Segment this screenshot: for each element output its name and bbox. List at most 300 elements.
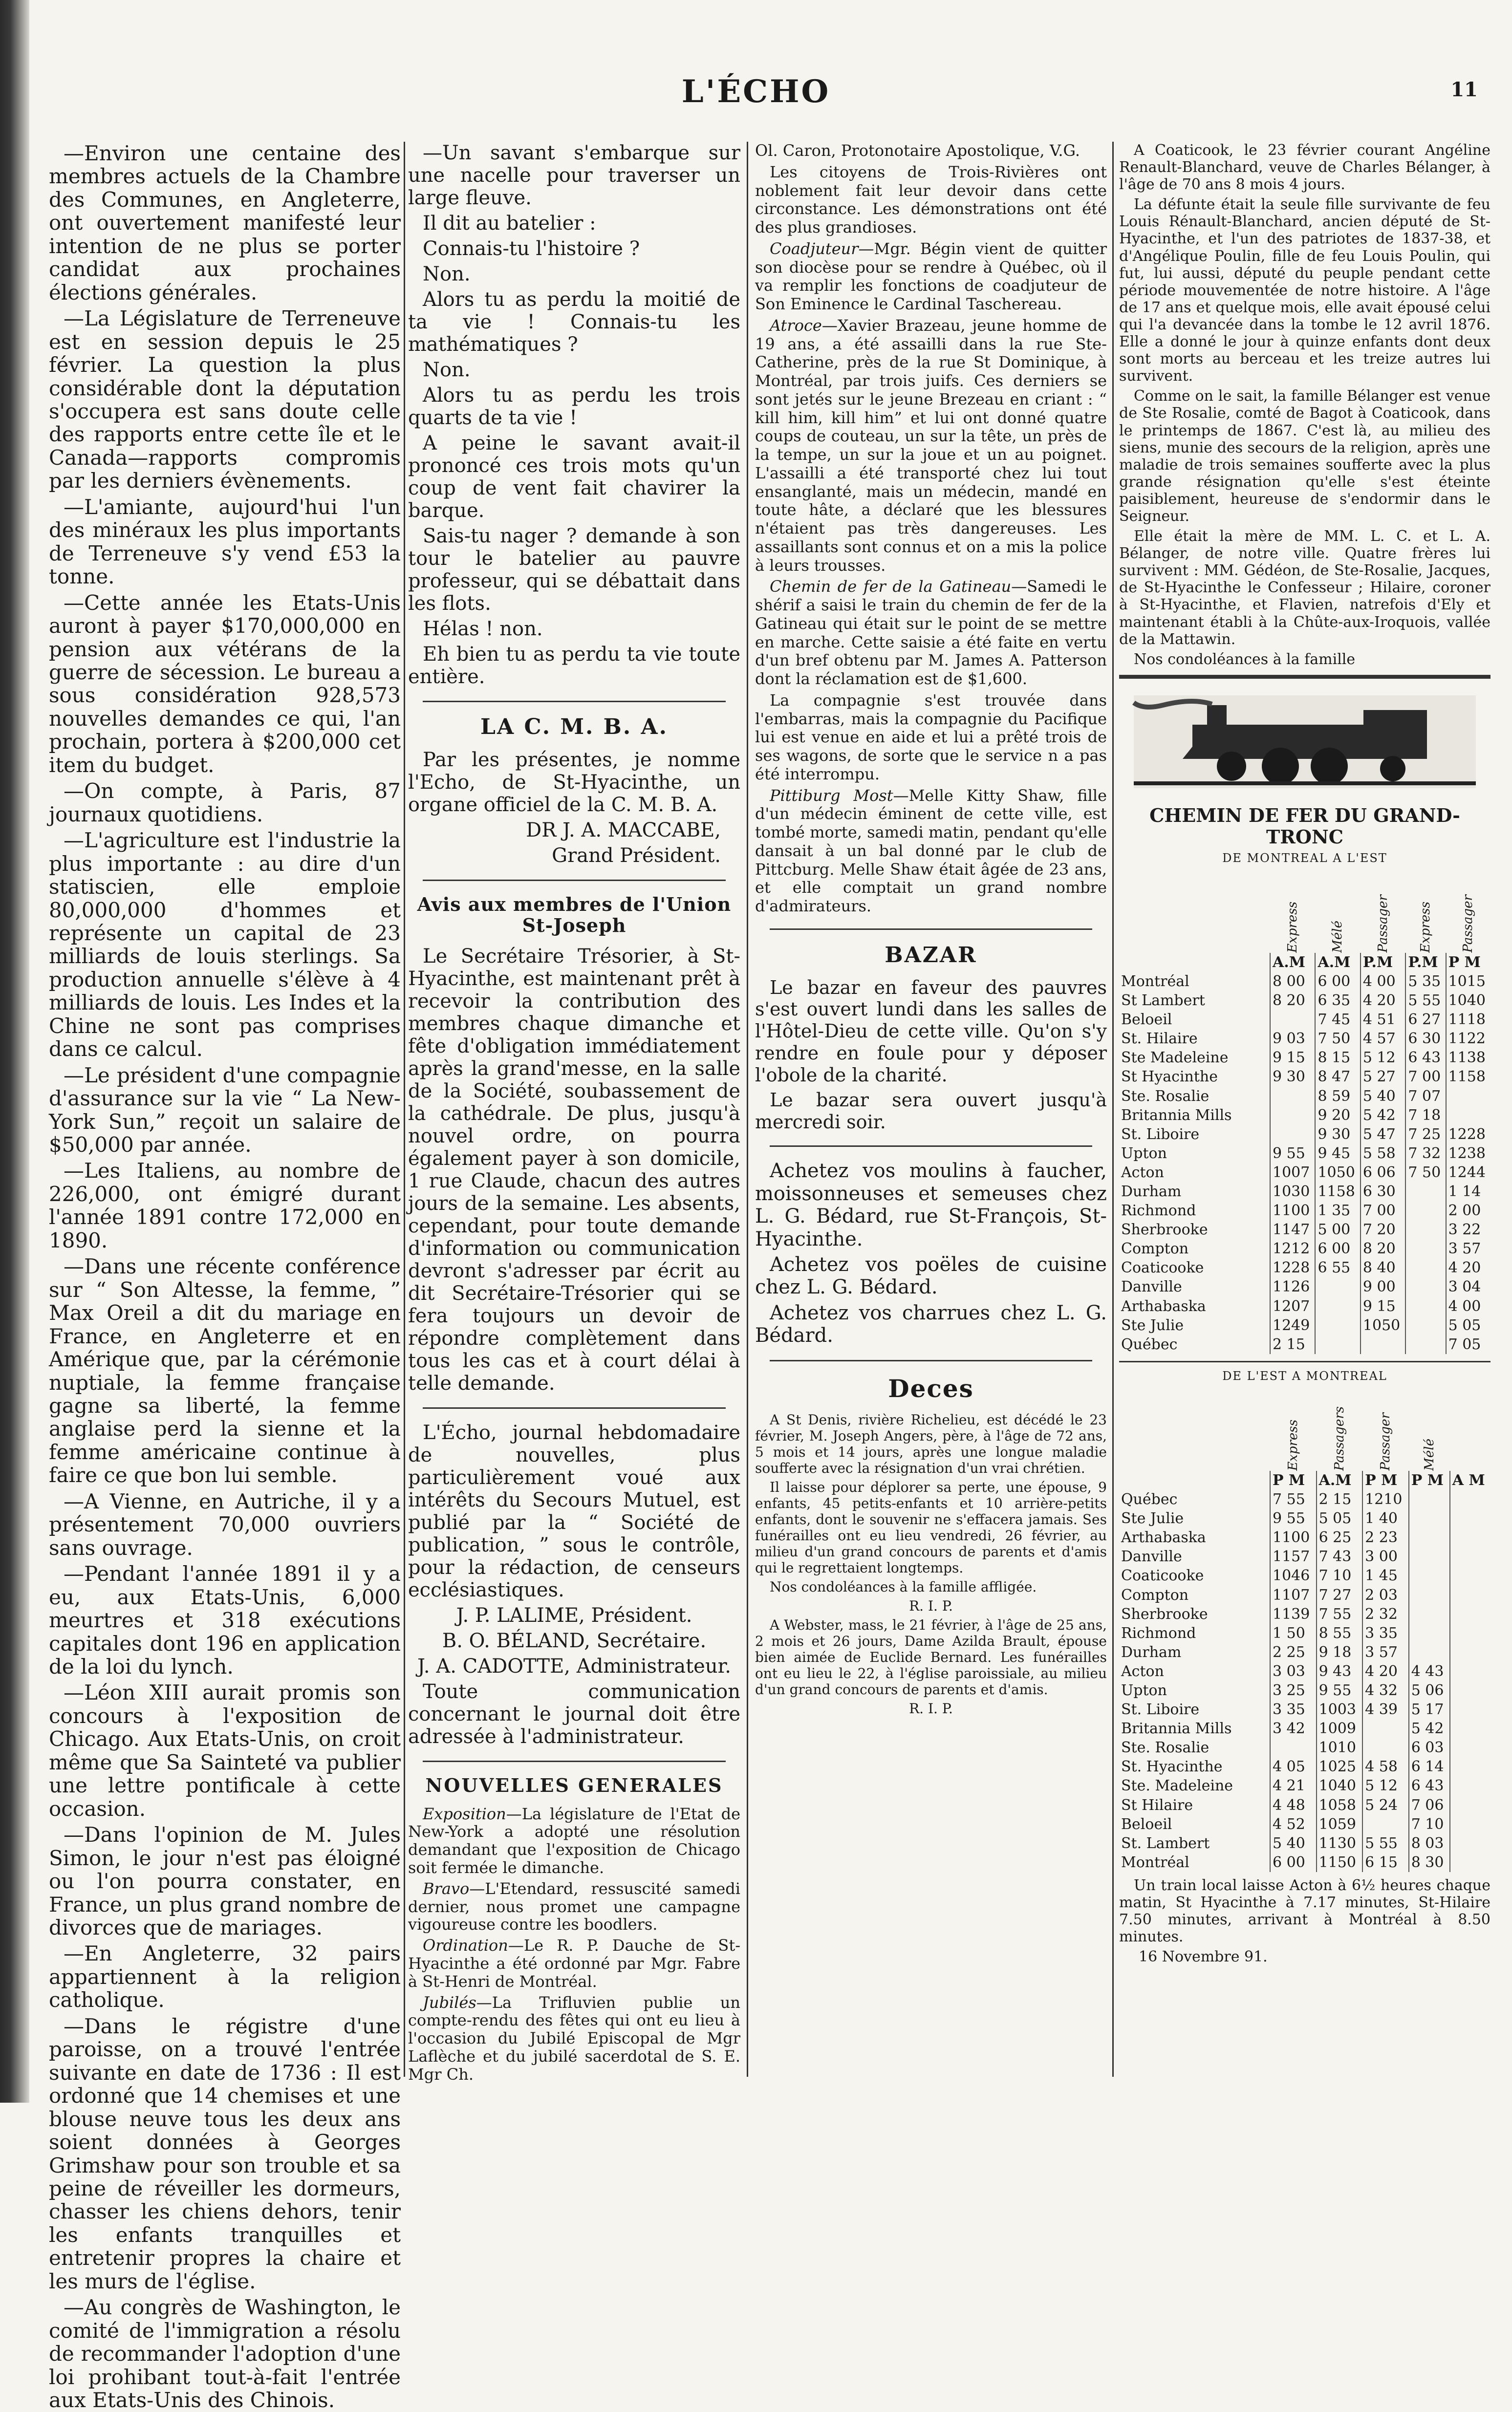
news-text: —Xavier Brazeau, jeune homme de 19 ans, a été assailli dans la rue Ste-Catherine, près de la rue St Dominique, à Montréal, par trois juifs. Ces derniers se sont jetés sur le jeune Brezeau en criant : “ kill him, kill him” et lui ont donné quatre coups de couteau, un sur la tête, un près de la tempe, un sur la joue et un au poignet. L'assailli a été transporté chez lui tout ensanglanté, mais un médecin, mandé en toute hâte, a déclaré que les blessures n'étaient pas très dangereuses. Les assaillants sont connus et on a mis la police à leurs trousses. (755, 316, 1107, 575)
time-period: P.M (1361, 953, 1405, 972)
departure-time: 1228 (1270, 1258, 1315, 1277)
departure-time: 3 42 (1270, 1719, 1317, 1738)
departure-time (1270, 1125, 1315, 1144)
departure-time: 1040 (1446, 991, 1490, 1010)
time-period: P M (1362, 1471, 1409, 1490)
cmba-signature: DR J. A. MACCABE, (526, 818, 721, 841)
departure-time (1450, 1509, 1490, 1528)
station-name: Arthabaska (1121, 1297, 1206, 1315)
table-row (1119, 1239, 1490, 1258)
news-item: —A Vienne, en Autriche, il y a présentement 70,000 ouvriers sans ouvrage. (49, 1489, 401, 1560)
departure-time: 8 20 (1361, 1239, 1405, 1258)
news-label: Jubilés (423, 1993, 476, 2012)
station-header (1119, 1388, 1270, 1471)
departure-time: 9 18 (1317, 1643, 1363, 1662)
obituary-text: A St Denis, rivière Richelieu, est décédé le 23 février, M. Joseph Angers, père, à l'âge de 72 ans, 5 mois et 14 jours, après une longue maladie soufferte avec la résignation d'un vrai chrétien. (755, 1411, 1107, 1476)
station-name: Sherbrooke (1121, 1605, 1208, 1623)
table-row (1119, 1163, 1490, 1182)
station-name: St. Hyacinthe (1121, 1758, 1223, 1776)
station-name: Québec (1121, 1335, 1178, 1353)
anecdote-line: —Un savant s'embarque sur une nacelle pour traverser un large fleuve. (408, 142, 740, 209)
table-row (1119, 1834, 1490, 1853)
departure-time: 1059 (1317, 1815, 1363, 1834)
departure-time: 8 00 (1270, 972, 1315, 991)
news-label: Pittiburg Most (770, 786, 893, 805)
departure-time (1450, 1757, 1490, 1776)
departure-time: 6 30 (1405, 1029, 1446, 1048)
news-item: —L'amiante, aujourd'hui l'un des minéraux les plus importants de Terreneuve s'y vend £53 la tonne. (49, 495, 401, 589)
departure-time: 6 00 (1270, 1853, 1317, 1872)
table-row (1119, 1490, 1490, 1509)
obituary-text: La défunte était la seule fille survivante de feu Louis Rénault-Blanchard, ancien député de St-Hyacinthe, et l'un des patriotes de 1837-38, et d'Angélique Poulin, fille de feu Louis Poulin, qui fut, lui aussi, député du peuple pendant cette période mouvementée de notre histoire. A l'âge de 17 ans et quelque mois, elle avait épousé celui qui l'a devancée dans la tombe le 12 avril 1876. Elle a donné le jour à quinze enfants dont deux sont morts au berceau et les treize autres lui survivent. (1119, 196, 1490, 385)
page-edge-shadow (0, 0, 29, 2103)
departure-time: 1007 (1270, 1163, 1315, 1182)
station-name: Beloeil (1121, 1815, 1172, 1833)
departure-time: 7 55 (1317, 1605, 1363, 1624)
departure-time: 1 50 (1270, 1624, 1317, 1643)
departure-time (1450, 1815, 1490, 1834)
departure-time (1409, 1547, 1450, 1566)
staff-administrator: J. A. CADOTTE, Administrateur. (417, 1655, 732, 1678)
departure-time: 5 06 (1409, 1681, 1450, 1700)
station-name: Ste. Rosalie (1121, 1739, 1210, 1757)
departure-time: 8 40 (1361, 1258, 1405, 1277)
table-row (1119, 1643, 1490, 1662)
departure-time: 1238 (1446, 1144, 1490, 1163)
station-name: Compton (1121, 1240, 1189, 1258)
departure-time: 4 58 (1362, 1757, 1409, 1776)
departure-time: 8 15 (1315, 1048, 1360, 1067)
departure-time: 3 00 (1362, 1547, 1409, 1566)
divider (770, 1360, 1092, 1361)
table-row (1119, 1757, 1490, 1776)
news-item (408, 1805, 740, 1877)
time-period: P M (1409, 1471, 1450, 1490)
table-row (1119, 972, 1490, 991)
station-name: Acton (1121, 1662, 1164, 1680)
departure-time (1409, 1586, 1450, 1605)
departure-time: 1100 (1270, 1528, 1317, 1547)
departure-time: 1207 (1270, 1297, 1315, 1316)
divider (423, 1761, 726, 1762)
anecdote-line: Alors tu as perdu la moitié de ta vie ! Connais-tu les mathématiques ? (408, 288, 740, 356)
locomotive-illustration (1124, 695, 1486, 788)
table-row (1119, 1700, 1490, 1719)
departure-time (1270, 1087, 1315, 1106)
avis-heading: Avis aux membres de l'Union St-Joseph (417, 893, 732, 937)
departure-time: 1212 (1270, 1239, 1315, 1258)
departure-time: 1009 (1317, 1719, 1363, 1738)
anecdote-line: A peine le savant avait-il prononcé ces trois mots qu'un coup de vent fait chavirer la barque. (408, 432, 740, 522)
masthead: L'ÉCHO (681, 73, 831, 110)
column-rule (1112, 142, 1114, 2077)
departure-time (1450, 1547, 1490, 1566)
news-item (755, 578, 1107, 689)
column-header: Passager (1375, 895, 1390, 953)
departure-time: 2 32 (1362, 1605, 1409, 1624)
obituary-text: Comme on le sait, la famille Bélanger est venue de Ste Rosalie, comté de Bagot à Coaticook, dans le printemps de 1867. C'est là, au milieu des siens, munie des secours de la religion, après une maladie de trois semaines soufferte avec la plus grande résignation qu'elle s'est éteinte paisiblement, heureuse de s'endormir dans le Seigneur. (1119, 388, 1490, 525)
departure-time: 7 05 (1446, 1335, 1490, 1354)
avis-text: Le Secrétaire Trésorier, à St-Hyacinthe, est maintenant prêt à recevoir la contribution des membres chaque dimanche et fête d'obligation immédiatement après la grand'messe, en la salle de la Société, soubassement de la cathédrale. De plus, jusqu'à nouvel ordre, on pourra également payer à son domicile, 1 rue Claude, chacun des autres jours de la semaine. Les absents, cependant, pour toute demande d'information ou communication devront s'adresser par écrit au dit Secrétaire-Trésorier qui se fera toujours un devoir de répondre complètement dans tous les cas et à court délai à telle demande. (408, 945, 740, 1395)
obituary-text: A Coaticook, le 23 février courant Angéline Renault-Blanchard, veuve de Charles Bélanger, à l'âge de 70 ans 8 mois 4 jours. (1119, 142, 1490, 194)
departure-time: 1130 (1317, 1834, 1363, 1853)
departure-time: 2 15 (1317, 1490, 1363, 1509)
departure-time: 4 48 (1270, 1796, 1317, 1815)
departure-time: 5 35 (1405, 972, 1446, 991)
departure-time (1405, 1335, 1446, 1354)
bazar-text: Le bazar sera ouvert jusqu'à mercredi soir. (755, 1089, 1107, 1133)
ad-text: Achetez vos charrues chez L. G. Bédard. (755, 1301, 1107, 1347)
departure-time: 7 55 (1270, 1490, 1317, 1509)
table-row (1119, 1853, 1490, 1872)
departure-time (1409, 1490, 1450, 1509)
departure-time: 6 15 (1362, 1853, 1409, 1872)
column-header: Mélé (1330, 921, 1345, 953)
departure-time: 6 25 (1317, 1528, 1363, 1547)
departure-time: 4 39 (1362, 1700, 1409, 1719)
departure-time (1450, 1624, 1490, 1643)
departure-time: 5 58 (1361, 1144, 1405, 1163)
departure-time: 1025 (1317, 1757, 1363, 1776)
departure-time: 2 15 (1270, 1335, 1315, 1354)
station-name: Montréal (1121, 972, 1189, 990)
timetable-subheader (1119, 1471, 1490, 1490)
column-header: Express (1286, 1420, 1301, 1471)
departure-time (1405, 1201, 1446, 1220)
station-name: Richmond (1121, 1202, 1196, 1220)
departure-time: 3 35 (1270, 1700, 1317, 1719)
intro-line: Les citoyens de Trois-Rivières ont noblement fait leur devoir dans cette circonstance. Les démonstrations ont été des plus grandioses. (755, 162, 1107, 237)
table-row (1119, 1335, 1490, 1354)
departure-time: 3 57 (1446, 1239, 1490, 1258)
table-row (1119, 1586, 1490, 1605)
station-name: St Hyacinthe (1121, 1068, 1218, 1086)
departure-time: 1107 (1270, 1586, 1317, 1605)
departure-time (1450, 1738, 1490, 1757)
departure-time: 9 43 (1317, 1662, 1363, 1681)
news-label: Exposition (423, 1804, 506, 1823)
echo-notice: L'Écho, journal hebdomadaire de nouvelles, plus particulièrement voué aux intérêts du Secours Mutuel, est publié par la “ Société de publication, ” sous le contrôle, pour la rédaction, de censeurs ecclésiastiques. (408, 1421, 740, 1601)
departure-time: 5 05 (1446, 1316, 1490, 1335)
departure-time: 7 27 (1317, 1586, 1363, 1605)
column-header: Mélé (1422, 1439, 1437, 1471)
station-name: Ste Madeleine (1121, 1049, 1229, 1067)
departure-time: 5 55 (1362, 1834, 1409, 1853)
departure-time (1362, 1738, 1409, 1757)
departure-time (1409, 1605, 1450, 1624)
time-period: A.M (1317, 1471, 1363, 1490)
news-item: —Le président d'une compagnie d'assurance sur la vie “ La New-York Sun,” reçoit un salaire de $50,000 par année. (49, 1063, 401, 1157)
news-label: Coadjuteur (770, 239, 859, 258)
column-4 (1119, 142, 1490, 2091)
anecdote-line: Hélas ! non. (423, 618, 543, 640)
table-row (1119, 991, 1490, 1010)
news-item (755, 787, 1107, 916)
news-text: —Melle Kitty Shaw, fille d'un médecin éminent de cette ville, est tombé morte, samedi matin, pendant qu'elle dansait à un bal donné par le club de Pittcburg. Melle Shaw était âgée de 23 ans, et elle comptait un grand nombre d'admirateurs. (755, 786, 1107, 915)
news-label: Bravo (423, 1879, 470, 1898)
deces-heading: Deces (888, 1374, 974, 1403)
departure-time (1409, 1528, 1450, 1547)
station-name: Ste Julie (1121, 1316, 1184, 1334)
table-row (1119, 1738, 1490, 1757)
departure-time: 5 12 (1362, 1776, 1409, 1795)
departure-time: 1150 (1317, 1853, 1363, 1872)
table-row (1119, 1719, 1490, 1738)
station-name: Acton (1121, 1163, 1164, 1181)
news-item: —La Législature de Terreneuve est en session depuis le 25 février. La question la plus considérable dont la députation s'occupera est sans doute celle des rapports entre cette île et le Canada—rapports compromis par les derniers évènements. (49, 306, 401, 493)
departure-time: 6 00 (1315, 1239, 1360, 1258)
departure-time (1405, 1182, 1446, 1201)
departure-time: 4 21 (1270, 1776, 1317, 1795)
departure-time: 7 50 (1405, 1163, 1446, 1182)
departure-time: 4 00 (1361, 972, 1405, 991)
news-text: —Le R. P. Dauche de St-Hyacinthe a été ordonné par Mgr. Fabre à St-Henri de Montréal. (408, 1936, 740, 1991)
table-row (1119, 1316, 1490, 1335)
station-name: Compton (1121, 1586, 1189, 1604)
departure-time (1450, 1681, 1490, 1700)
departure-time: 9 15 (1270, 1048, 1315, 1067)
departure-time: 1040 (1317, 1776, 1363, 1795)
departure-time: 8 59 (1315, 1087, 1360, 1106)
departure-time (1446, 1106, 1490, 1125)
departure-time: 6 00 (1315, 972, 1360, 991)
news-item: —Cette année les Etats-Unis auront à payer $170,000,000 en pension aux vétérans de la guerre de sécession. Le bureau a sous considération 928,573 nouvelles demandes ce qui, l'an prochain, portera à $200,000 cet item du budget. (49, 590, 401, 777)
echo-note: Toute communication concernant le journal doit être adressée à l'administrateur. (408, 1680, 740, 1748)
column-rule (747, 142, 748, 2077)
departure-time: 6 43 (1405, 1048, 1446, 1067)
anecdote-line: Sais-tu nager ? demande à son tour le batelier au pauvre professeur, qui se débattait dans les flots. (408, 525, 740, 615)
station-name: Upton (1121, 1681, 1167, 1699)
departure-time: 1157 (1270, 1547, 1317, 1566)
departure-time: 2 25 (1270, 1643, 1317, 1662)
divider (423, 1407, 726, 1409)
cmba-heading: LA C. M. B. A. (480, 714, 668, 739)
departure-time: 2 03 (1362, 1586, 1409, 1605)
time-period: A M (1450, 1471, 1490, 1490)
departure-time: 5 47 (1361, 1125, 1405, 1144)
table-row (1119, 1815, 1490, 1834)
page-number: 11 (1450, 78, 1478, 101)
departure-time: 4 43 (1409, 1662, 1450, 1681)
table-row (1119, 1220, 1490, 1239)
departure-time: 3 04 (1446, 1277, 1490, 1296)
column-rule (404, 142, 405, 2077)
departure-time (1405, 1316, 1446, 1335)
departure-time: 6 14 (1409, 1757, 1450, 1776)
column-1 (49, 141, 401, 2412)
news-item (755, 317, 1107, 575)
departure-time (1405, 1220, 1446, 1239)
table-row (1119, 1681, 1490, 1700)
departure-time (1450, 1853, 1490, 1872)
train-note: Un train local laisse Acton à 6½ heures chaque matin, St Hyacinthe à 7.17 minutes, St-Hilaire 7.50 minutes, arrivant à Montréal à 8.50 minutes. (1119, 1876, 1490, 1946)
departure-time (1315, 1316, 1360, 1335)
departure-time: 7 00 (1361, 1201, 1405, 1220)
obituary-text: Nos condoléances à la famille affligée. (770, 1578, 1037, 1595)
news-item: —Léon XIII aurait promis son concours à l'exposition de Chicago. Aux Etats-Unis, on croit même que Sa Sainteté va publier une lettre pontificale à cette occasion. (49, 1680, 401, 1821)
news-item (755, 691, 1107, 784)
obituary-text: Elle était la mère de MM. L. C. et L. A. Bélanger, de notre ville. Quatre frères lui survivent : MM. Gédéon, de Ste-Rosalie, Jacques, de St-Hyacinthe le Confesseur ; Hilaire, coroner à St-Hyacinthe, et Flavien, natrefois d'Ely et maintenant établi à la Chûte-aux-Iroquois, vallée de la Mattawin. (1119, 528, 1490, 648)
news-item: —En Angleterre, 32 pairs appartiennent à la religion catholique. (49, 1941, 401, 2012)
table-row (1119, 1796, 1490, 1815)
staff-secretary: B. O. BÉLAND, Secrétaire. (442, 1629, 707, 1652)
departure-time: 8 47 (1315, 1067, 1360, 1086)
table-row (1119, 1258, 1490, 1277)
station-name: Britannia Mills (1121, 1106, 1232, 1124)
news-label: Atroce (770, 316, 822, 335)
departure-time: 9 55 (1270, 1144, 1315, 1163)
departure-time (1450, 1586, 1490, 1605)
news-item: —Pendant l'année 1891 il y a eu, aux Etats-Unis, 6,000 meurtres et 318 exécutions capitales dont 196 en application de la loi du lynch. (49, 1562, 401, 1679)
departure-time (1450, 1490, 1490, 1509)
departure-time (1409, 1624, 1450, 1643)
departure-time: 5 12 (1361, 1048, 1405, 1067)
departure-time: 7 07 (1405, 1087, 1446, 1106)
departure-time: 1147 (1270, 1220, 1315, 1239)
departure-time: 3 57 (1362, 1643, 1409, 1662)
departure-time: 1126 (1270, 1277, 1315, 1296)
column-header: Passager (1461, 895, 1476, 953)
departure-time (1405, 1239, 1446, 1258)
table-row (1119, 1547, 1490, 1566)
divider (423, 880, 726, 881)
departure-time: 4 52 (1270, 1815, 1317, 1834)
departure-time: 1210 (1362, 1490, 1409, 1509)
station-name: Durham (1121, 1643, 1182, 1661)
departure-time (1361, 1335, 1405, 1354)
departure-time (1446, 1087, 1490, 1106)
news-text: —Mgr. Bégin vient de quitter son diocèse pour se rendre à Québec, où il va remplir les fonctions de coadjuteur de Son Eminence le Cardinal Taschereau. (755, 239, 1107, 313)
departure-time: 9 45 (1315, 1144, 1360, 1163)
news-text: —L'Etendard, ressuscité samedi dernier, nous promet une campagne vigoureuse contre les boodlers. (408, 1879, 740, 1934)
news-item (408, 1880, 740, 1934)
departure-time: 9 55 (1317, 1681, 1363, 1700)
departure-time: 8 55 (1317, 1624, 1363, 1643)
station-name: Québec (1121, 1491, 1178, 1508)
anecdote-line: Non. (423, 359, 471, 381)
departure-time: 7 06 (1409, 1796, 1450, 1815)
table-row (1119, 1566, 1490, 1585)
station-name: Montréal (1121, 1853, 1189, 1871)
table-row (1119, 1067, 1490, 1086)
departure-time: 9 20 (1315, 1106, 1360, 1125)
departure-time: 9 30 (1315, 1125, 1360, 1144)
table-row (1119, 1624, 1490, 1643)
departure-time: 2 23 (1362, 1528, 1409, 1547)
rip: R. I. P. (909, 1701, 953, 1717)
departure-time: 1046 (1270, 1566, 1317, 1585)
station-name: St Hilaire (1121, 1796, 1193, 1814)
departure-time: 7 43 (1317, 1547, 1363, 1566)
station-name: Ste. Madeleine (1121, 1777, 1233, 1795)
station-name: Upton (1121, 1144, 1167, 1162)
departure-time: 9 15 (1361, 1297, 1405, 1316)
table-row (1119, 1528, 1490, 1547)
news-item (408, 1994, 740, 2084)
departure-time: 1050 (1315, 1163, 1360, 1182)
station-header (1119, 870, 1270, 953)
departure-time: 7 32 (1405, 1144, 1446, 1163)
cmba-text: Par les présentes, je nomme l'Echo, de St-Hyacinthe, un organe officiel de la C. M. B. A. (408, 748, 740, 816)
departure-time (1450, 1605, 1490, 1624)
ad-text: Achetez vos moulins à faucher, moissonneuses et semeuses chez L. G. Bédard, rue St-François, St-Hyacinthe. (755, 1160, 1107, 1250)
departure-time (1450, 1834, 1490, 1853)
table-row (1119, 1125, 1490, 1144)
news-text: —La législature de l'Etat de New-York a adopté une résolution demandant que l'exposition de Chicago soit fermée le dimanche. (408, 1804, 740, 1877)
table-row (1119, 1605, 1490, 1624)
departure-time (1450, 1643, 1490, 1662)
departure-time: 5 00 (1315, 1220, 1360, 1239)
departure-time (1450, 1566, 1490, 1585)
column-2 (408, 142, 740, 2091)
departure-time: 5 42 (1409, 1719, 1450, 1738)
news-item: —Environ une centaine des membres actuels de la Chambre des Communes, en Angleterre, ont ouvertement manifesté leur intention de ne plus se porter candidat aux prochaines élections générales. (49, 141, 401, 304)
departure-time: 1050 (1361, 1316, 1405, 1335)
table-row (1119, 1201, 1490, 1220)
divider (1119, 675, 1490, 679)
departure-time: 9 03 (1270, 1029, 1315, 1048)
column-header: Express (1418, 902, 1433, 953)
advertisements (755, 1160, 1107, 1347)
departure-time: 5 27 (1361, 1067, 1405, 1086)
table-row (1119, 1662, 1490, 1681)
station-name: St. Liboire (1121, 1701, 1200, 1719)
departure-time: 9 55 (1270, 1509, 1317, 1528)
departure-time: 4 00 (1446, 1297, 1490, 1316)
station-name: Ste Julie (1121, 1510, 1184, 1528)
departure-time: 4 20 (1446, 1258, 1490, 1277)
departure-time: 4 32 (1362, 1681, 1409, 1700)
time-period: A.M (1315, 953, 1360, 972)
column-header: Passagers (1332, 1406, 1347, 1471)
departure-time: 6 35 (1315, 991, 1360, 1010)
departure-time: 1118 (1446, 1010, 1490, 1029)
bazar-heading: BAZAR (885, 942, 977, 968)
departure-time: 1010 (1317, 1738, 1363, 1757)
departure-time (1450, 1796, 1490, 1815)
railway-title: CHEMIN DE FER DU GRAND-TRONC (1149, 804, 1460, 848)
departure-time: 3 35 (1362, 1624, 1409, 1643)
departure-time: 5 24 (1362, 1796, 1409, 1815)
departure-time: 5 40 (1270, 1834, 1317, 1853)
departure-time: 1138 (1446, 1048, 1490, 1067)
news-label: Ordination (423, 1936, 508, 1955)
table-row (1119, 1144, 1490, 1163)
departure-time: 7 00 (1405, 1067, 1446, 1086)
column-header: Passager (1378, 1413, 1393, 1471)
station-name: Danville (1121, 1548, 1182, 1566)
departure-time: 3 25 (1270, 1681, 1317, 1700)
departure-time: 6 03 (1409, 1738, 1450, 1757)
rip: R. I. P. (909, 1597, 953, 1614)
departure-time: 9 30 (1270, 1067, 1315, 1086)
anecdote-line: Connais-tu l'histoire ? (423, 237, 640, 260)
timetable-date: 16 Novembre 91. (1139, 1948, 1268, 1966)
departure-time (1450, 1662, 1490, 1681)
departure-time (1270, 1106, 1315, 1125)
station-name: Arthabaska (1121, 1529, 1206, 1547)
station-name: Britannia Mills (1121, 1720, 1232, 1738)
station-name: St Lambert (1121, 992, 1205, 1010)
departure-time: 9 00 (1361, 1277, 1405, 1296)
news-item (755, 240, 1107, 314)
divider (423, 701, 726, 702)
departure-time: 1249 (1270, 1316, 1315, 1335)
departure-time (1362, 1815, 1409, 1834)
timetable-east-montreal (1119, 1388, 1490, 1872)
time-period: P M (1270, 1471, 1317, 1490)
divider (770, 928, 1092, 930)
